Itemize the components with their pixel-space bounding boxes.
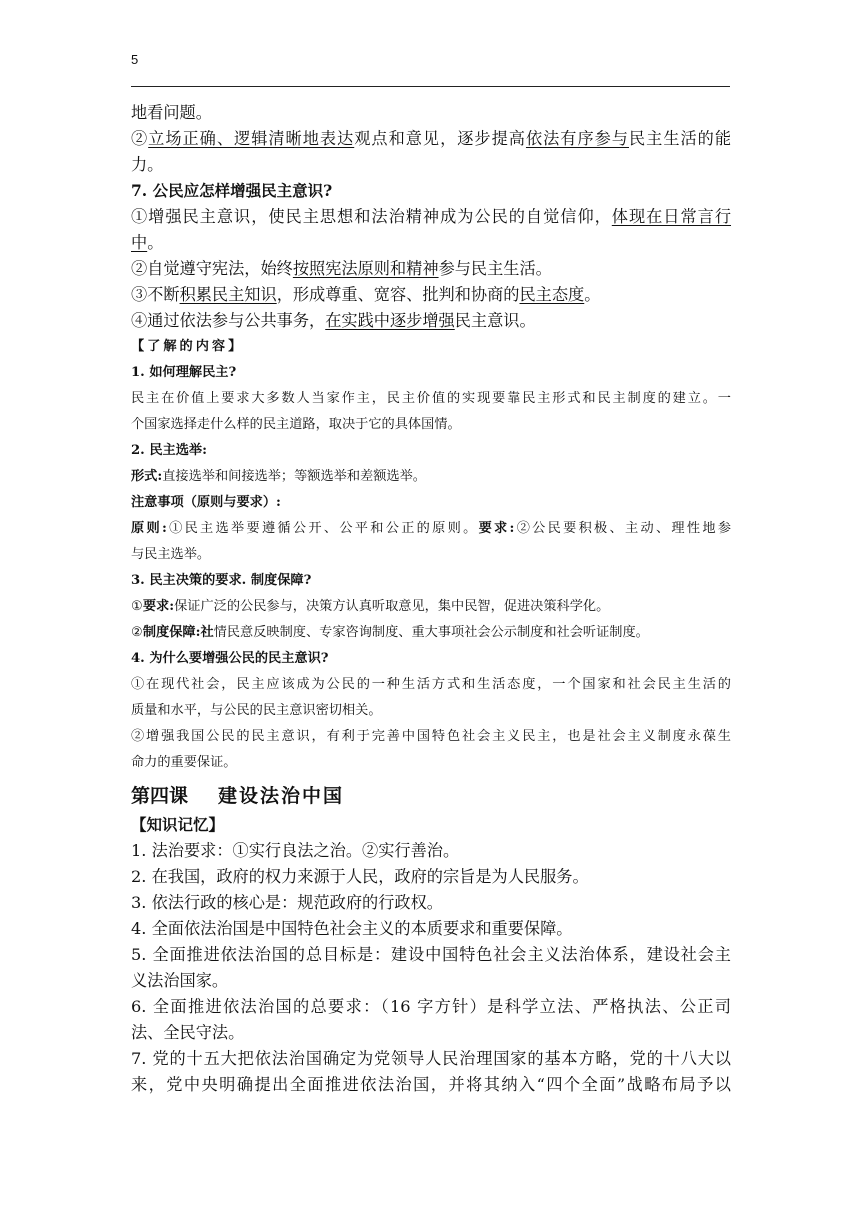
text-line: ①在现代社会，民主应该成为公民的一种生活方式和生活态度，一个国家和社会民主生活的 (131, 677, 731, 692)
text-line: 与民主选举。 (131, 547, 211, 562)
text-line: 命力的重要保证。 (131, 755, 237, 770)
text-line: 民主在价值上要求大多数人当家作主，民主价值的实现要靠民主形式和民主制度的建立。一 (131, 391, 731, 406)
text-line: 7. 党的十五大把依法治国确定为党领导人民治理国家的基本方略，党的十八大以 (131, 1049, 731, 1068)
text-line: ④通过依法参与公共事务，在实践中逐步增强民主意识。 (131, 311, 536, 330)
question-heading: 7. 公民应怎样增强民主意识? (131, 181, 333, 200)
subheading: 注意事项（原则与要求）: (131, 495, 281, 510)
text-line: 5. 全面推进依法治国的总目标是：建设中国特色社会主义法治体系，建设社会主 (131, 945, 731, 964)
text-line: 2. 在我国，政府的权力来源于人民，政府的宗旨是为人民服务。 (131, 867, 589, 886)
text-line: ①增强民主意识，使民主思想和法治精神成为公民的自觉信仰，体现在日常言行 (131, 207, 732, 226)
text-line: 1. 法治要求：①实行良法之治。②实行善治。 (131, 841, 460, 860)
text-line: 形式:直接选举和间接选举；等额选举和差额选举。 (131, 469, 426, 484)
text-line: 个国家选择走什么样的民主道路，取决于它的具体国情。 (131, 417, 461, 432)
text-line: 法、全民守法。 (131, 1023, 245, 1042)
question-heading: 4. 为什么要增强公民的民主意识? (131, 651, 329, 666)
text-line: ②自觉遵守宪法，始终按照宪法原则和精神参与民主生活。 (131, 259, 552, 278)
header-rule (131, 86, 730, 87)
text-line: 4. 全面依法治国是中国特色社会主义的本质要求和重要保障。 (131, 919, 573, 938)
text-line: 力。 (131, 155, 164, 174)
text-line: 6. 全面推进依法治国的总要求：（16 字方针）是科学立法、严格执法、公正司 (131, 997, 731, 1016)
section-heading: 【知识记忆】 (131, 815, 225, 834)
question-heading: 2. 民主选举: (131, 443, 207, 458)
text-line: ②增强我国公民的民主意识，有利于完善中国特色社会主义民主，也是社会主义制度永葆生 (131, 729, 731, 744)
text-line: 质量和水平，与公民的民主意识密切相关。 (131, 703, 382, 718)
text-line: 义法治国家。 (131, 971, 229, 990)
question-heading: 3. 民主决策的要求. 制度保障? (131, 573, 312, 588)
text-line: ①要求:保证广泛的公民参与，决策方认真听取意见，集中民智，促进决策科学化。 (131, 599, 610, 614)
text-line: 来，党中央明确提出全面推进依法治国，并将其纳入“四个全面”战略布局予以 (131, 1075, 731, 1094)
document-body (131, 100, 731, 1098)
page-number: 5 (131, 52, 139, 67)
text-line: ③不断积累民主知识，形成尊重、宽容、批判和协商的民主态度。 (131, 285, 601, 304)
section-heading: 【了解的内容】 (131, 339, 245, 354)
text-line: 原则:①民主选举要遵循公开、公平和公正的原则。要求:②公民要积极、主动、理性地参 (131, 521, 732, 536)
text-line: 3. 依法行政的核心是：规范政府的行政权。 (131, 893, 443, 912)
text-line: ②立场正确、逻辑清晰地表达观点和意见，逐步提高依法有序参与民主生活的能 (131, 129, 732, 148)
text-line: 中。 (131, 233, 164, 252)
text-line: 地看问题。 (131, 103, 212, 122)
lesson-title: 第四课 建设法治中国 (131, 785, 345, 807)
text-line: ②制度保障:社情民意反映制度、专家咨询制度、重大事项社会公示制度和社会听证制度。 (131, 625, 649, 640)
question-heading: 1. 如何理解民主? (131, 365, 237, 380)
